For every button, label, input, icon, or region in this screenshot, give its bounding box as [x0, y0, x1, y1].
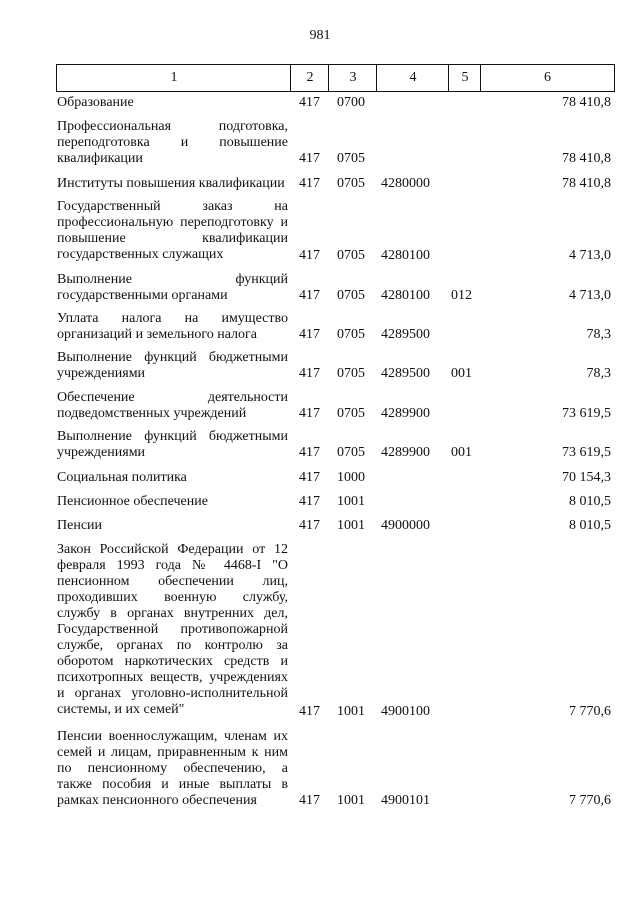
row-col-3: 0705 — [337, 406, 365, 421]
row-name: Закон Российской Федерации от 12 февраля 1993 года № 4468-I "О пенсионном обеспечении лиц, проходивших военную службу, службу в органах внутренних дел, Государственной противопожарной службе, органах по контролю за оборотом наркотических средств и психотропных веществ, учреждениях и органах уголовно-исполнительной системы, и их семей" — [57, 542, 288, 717]
row-col-3: 1000 — [337, 470, 365, 485]
row-name: Уплата налога на имущество организаций и земельного налога — [57, 311, 288, 342]
row-col-2: 417 — [299, 470, 320, 485]
row-col-2: 417 — [299, 176, 320, 191]
row-col-2: 417 — [299, 95, 320, 110]
row-name: Пенсионное обеспечение — [57, 494, 208, 509]
row-col-3: 1001 — [337, 704, 365, 719]
row-col-4: 4900100 — [381, 704, 430, 719]
row-col-4: 4289500 — [381, 327, 430, 342]
row-col-6: 4 713,0 — [569, 248, 611, 263]
row-col-3: 1001 — [337, 793, 365, 808]
row-col-2: 417 — [299, 288, 320, 303]
row-col-6: 78 410,8 — [562, 176, 611, 191]
row-name: Государственный заказ на профессиональную переподготовку и повышение квалификации государственных служащих — [57, 199, 288, 262]
row-col-2: 417 — [299, 327, 320, 342]
page-number: 981 — [309, 28, 331, 43]
row-name: Институты повышения квалификации — [57, 176, 285, 191]
row-name: Образование — [57, 95, 134, 110]
row-col-3: 0705 — [337, 327, 365, 342]
row-col-5: 001 — [451, 366, 472, 381]
row-col-2: 417 — [299, 366, 320, 381]
row-col-6: 70 154,3 — [562, 470, 611, 485]
row-col-4: 4900000 — [381, 518, 430, 533]
row-col-5: 012 — [451, 288, 472, 303]
row-col-5: 001 — [451, 445, 472, 460]
row-col-3: 0705 — [337, 366, 365, 381]
row-col-6: 78 410,8 — [562, 151, 611, 166]
header-col-1: 1 — [56, 64, 291, 92]
row-col-6: 73 619,5 — [562, 445, 611, 460]
header-col-4: 4 — [376, 64, 449, 92]
row-col-2: 417 — [299, 406, 320, 421]
row-col-4: 4280100 — [381, 248, 430, 263]
row-col-3: 0705 — [337, 248, 365, 263]
row-col-2: 417 — [299, 494, 320, 509]
row-col-6: 8 010,5 — [569, 518, 611, 533]
row-col-3: 0700 — [337, 95, 365, 110]
row-col-3: 0705 — [337, 445, 365, 460]
row-col-3: 1001 — [337, 518, 365, 533]
row-col-6: 4 713,0 — [569, 288, 611, 303]
row-name: Выполнение функций бюджетными учреждениями — [57, 429, 288, 460]
header-col-2: 2 — [290, 64, 329, 92]
row-col-2: 417 — [299, 445, 320, 460]
row-name: Обеспечение деятельности подведомственных учреждений — [57, 390, 288, 421]
row-col-2: 417 — [299, 704, 320, 719]
row-col-3: 0705 — [337, 151, 365, 166]
row-col-3: 1001 — [337, 494, 365, 509]
row-col-3: 0705 — [337, 288, 365, 303]
row-col-6: 78,3 — [586, 366, 611, 381]
row-name: Пенсии военнослужащим, членам их семей и лицам, приравненным к ним по пенсионному обеспечению, а также пособия и иные выплаты в рамках пенсионного обеспечения — [57, 729, 288, 808]
row-col-3: 0705 — [337, 176, 365, 191]
row-col-4: 4900101 — [381, 793, 430, 808]
row-name: Профессиональная подготовка, переподготовка и повышение квалификации — [57, 119, 288, 166]
row-col-6: 8 010,5 — [569, 494, 611, 509]
row-col-2: 417 — [299, 248, 320, 263]
row-name: Пенсии — [57, 518, 103, 533]
row-col-4: 4289900 — [381, 445, 430, 460]
row-col-4: 4289500 — [381, 366, 430, 381]
row-col-2: 417 — [299, 518, 320, 533]
row-name: Социальная политика — [57, 470, 187, 485]
row-name: Выполнение функций бюджетными учреждениями — [57, 350, 288, 381]
row-col-6: 7 770,6 — [569, 704, 611, 719]
row-col-4: 4280100 — [381, 288, 430, 303]
header-col-3: 3 — [328, 64, 377, 92]
row-col-6: 78 410,8 — [562, 95, 611, 110]
table-header — [56, 64, 615, 92]
row-col-6: 78,3 — [586, 327, 611, 342]
row-col-4: 4289900 — [381, 406, 430, 421]
row-col-6: 7 770,6 — [569, 793, 611, 808]
row-col-2: 417 — [299, 793, 320, 808]
row-col-6: 73 619,5 — [562, 406, 611, 421]
row-name: Выполнение функций государственными органами — [57, 272, 288, 303]
header-col-5: 5 — [448, 64, 481, 92]
header-col-6: 6 — [480, 64, 615, 92]
row-col-2: 417 — [299, 151, 320, 166]
row-col-4: 4280000 — [381, 176, 430, 191]
